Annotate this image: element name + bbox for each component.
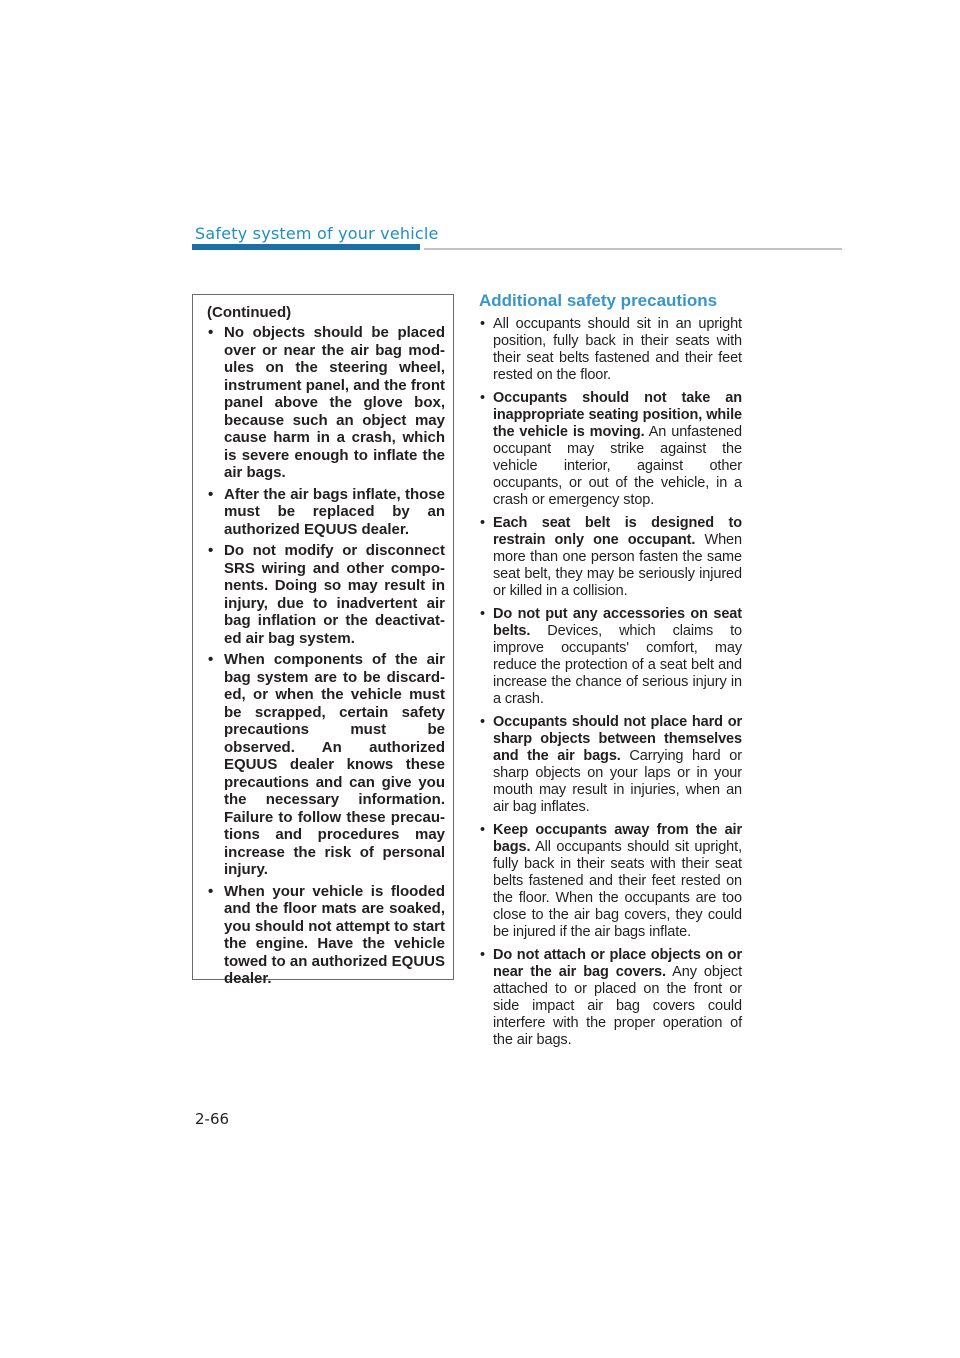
header-accent-bar <box>192 244 420 250</box>
section-header-title: Safety system of your vehicle <box>195 224 439 243</box>
precaution-item-bold: Do not attach or place objects on or near the air bag covers. <box>493 947 742 980</box>
precaution-item-bold: Occupants should not place hard or sharp objects between themselves and the air bags. <box>493 714 742 764</box>
warning-item: • When components of the air bag system are to be discarded, or when the vehicle must be scrapped, certain safety precautions must be observed. An authorized EQUUS dealer knows these precautions and can give you the necessary information. Failure to follow these precautions and procedures may increase the risk of personal injury. <box>203 651 445 879</box>
precautions-list <box>479 316 742 1055</box>
warning-item: • When your vehicle is flooded and the floor mats are soaked, you should not attempt to start the engine. Have the vehicle towed to an authorized EQUUS dealer. <box>203 883 445 988</box>
warning-continued-label: (Continued) <box>207 304 292 321</box>
precaution-item <box>479 714 742 816</box>
precaution-item <box>479 390 742 509</box>
warning-item: • Do not modify or disconnect SRS wiring and other components. Doing so may result in injury, due to inadvertent air bag inflation or the deactivated air bag system. <box>203 542 445 647</box>
precaution-item-text: Any object attached to or placed on the front or side impact air bag covers could interfere with the proper operation of the air bags. <box>493 964 742 1048</box>
warning-item: • No objects should be placed over or near the air bag modules on the steering wheel, instrument panel, and the front panel above the glove box, because such an object may cause harm in a crash, which is severe enough to inflate the air bags. <box>203 324 445 482</box>
additional-precautions-title: Additional safety precautions <box>479 291 718 310</box>
precaution-item <box>479 606 742 708</box>
precaution-item-text: All occupants should sit upright, fully back in their seats with their seat belts fastened and their feet rested on the floor. When the occupants are too close to the air bag covers, they could be injured if the air bags inflate. <box>493 839 742 940</box>
warning-box <box>192 294 454 987</box>
precaution-item <box>479 316 742 384</box>
precaution-item-bold: Keep occupants away from the air bags. <box>493 822 742 855</box>
precaution-item-text: Devices, which claims to improve occupants' comfort, may reduce the protection of a seat belt and increase the chance of serious injury in a crash. <box>493 623 742 707</box>
precaution-item <box>479 947 742 1049</box>
precaution-item-text: Carrying hard or sharp objects on your laps or in your mouth may result in injuries, when an air bag inflates. <box>493 748 742 815</box>
page-number: 2-66 <box>195 1110 230 1128</box>
precaution-item-bold: Occupants should not take an inappropriate seating position, while the vehicle is moving. <box>493 390 742 440</box>
precaution-item-text: All occupants should sit in an upright position, fully back in their seats with their seat belts fastened and their feet rested on the floor. <box>493 316 742 383</box>
precaution-item <box>479 515 742 600</box>
header-rule <box>424 248 842 250</box>
warning-list <box>203 324 445 988</box>
precaution-item-bold: Each seat belt is designed to restrain only one occupant. <box>493 515 742 548</box>
precaution-item-text: When more than one person fasten the same seat belt, they may be seriously injured or killed in a collision. <box>493 532 742 599</box>
precaution-item-bold: Do not put any accessories on seat belts. <box>493 606 742 639</box>
warning-item: • After the air bags inflate, those must be replaced by an authorized EQUUS dealer. <box>203 486 445 539</box>
precaution-item <box>479 822 742 941</box>
precaution-item-text: An unfastened occupant may strike against the vehicle interior, against other occupants, or out of the vehicle, in a crash or emergency stop. <box>493 424 742 508</box>
